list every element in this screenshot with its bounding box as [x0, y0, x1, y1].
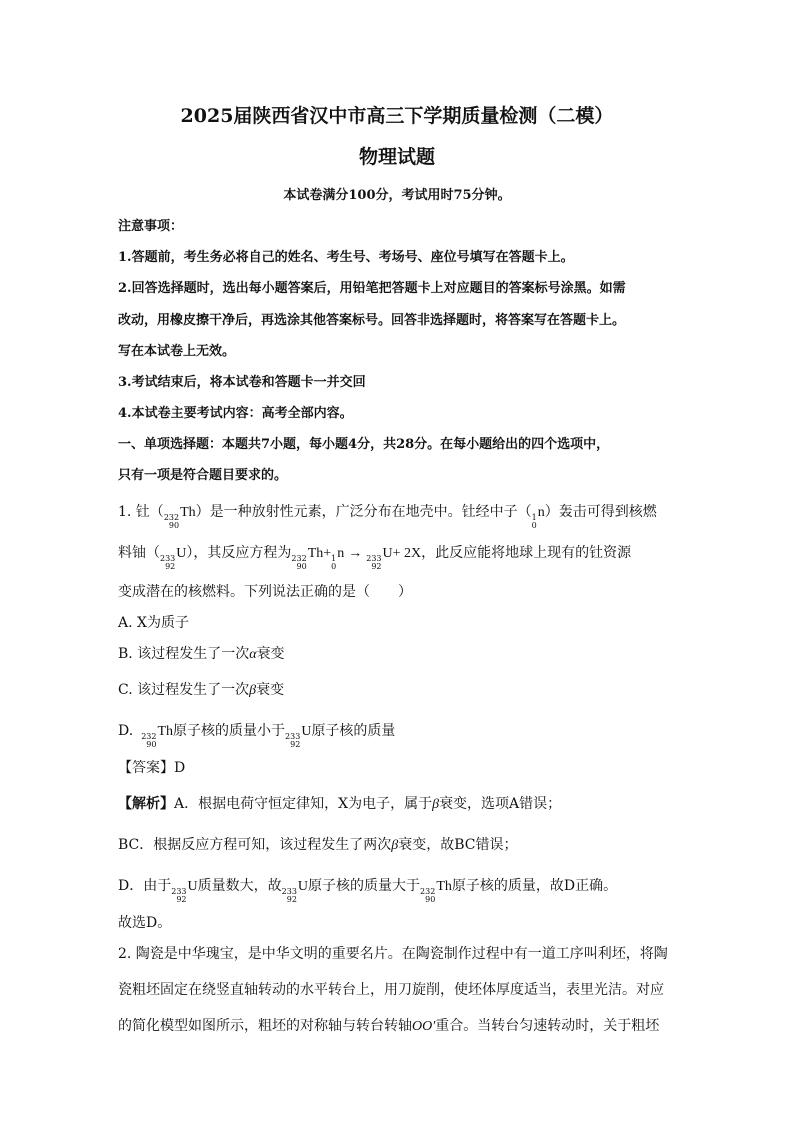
rotation-axis-label: OO′ — [412, 1019, 436, 1034]
q1-stem-line2: 料铀（ 233 92 U ），其反应方程为 232 90 Th + 1 0 n → 233 92 U + 2X，此反应能将地球上现有的钍资源 — [118, 545, 632, 571]
q1-explanation-1: 【解析】A．根据电荷守恒定律知，X为电子，属于β衰变，选项A错误； — [118, 796, 562, 812]
reaction-arrow: → — [348, 546, 363, 561]
isotope-th: 232 90 Th — [291, 546, 324, 571]
note-line: 2.回答选择题时，选出每小题答案后，用铅笔把答题卡上对应题目的答案标号涂黑。如需 — [118, 281, 626, 296]
section-heading-cont: 只有一项是符合题目要求的。 — [118, 468, 288, 483]
isotope-u: 233 92 U — [160, 546, 187, 571]
q1-explanation-4: 故选D。 — [118, 915, 172, 931]
section-heading: 一、单项选择题：本题共7小题，每小题4分，共28分。在每小题给出的四个选项中， — [118, 437, 610, 452]
q1-stem-line1: 1. 钍（ 232 90 Th ）是一种放射性元素，广泛分布在地壳中。钍经中子（ 1 0 n ）轰击可得到核燃 — [118, 504, 657, 530]
q1-stem-line3: 变成潜在的核燃料。下列说法正确的是（ ） — [118, 584, 412, 600]
isotope-n: 1 0 n — [531, 505, 545, 530]
note-line: 4.本试卷主要考试内容：高考全部内容。 — [118, 406, 353, 421]
isotope-u: 233 92 U — [285, 724, 312, 749]
isotope-n: 1 0 n — [331, 546, 345, 571]
q2-stem-line1: 2. 陶瓷是中华瑰宝，是中华文明的重要名片。在陶瓷制作过程中有一道工序叫利坯，将陶 — [118, 946, 668, 962]
isotope-u: 233 92 U — [171, 879, 198, 904]
isotope-u: 233 92 U — [366, 546, 393, 571]
q1-option-c: C. 该过程发生了一次β衰变 — [118, 682, 285, 698]
notes-heading: 注意事项： — [118, 219, 184, 234]
page-subtitle: 物理试题 — [358, 146, 435, 168]
q1-answer: 【答案】D — [118, 760, 186, 776]
q1-option-a: A. X为质子 — [118, 615, 189, 631]
q1-option-b: B. 该过程发生了一次α衰变 — [118, 646, 285, 662]
q2-stem-line3: 的简化模型如图所示，粗坯的对称轴与转台转轴OO′重合。当转台匀速转动时，关于粗坯 — [118, 1018, 660, 1034]
q1-explanation-3: D．由于 233 92 U 质量数大，故 233 92 U 原子核的质量大于 232 90 Th 原子核的质量，故D正确。 — [118, 878, 618, 904]
isotope-th: 232 90 Th — [420, 879, 452, 904]
page-title: 2025届陕西省汉中市高三下学期质量检测（二模） — [180, 105, 614, 127]
q1-option-d: D. 232 90 Th 原子核的质量小于 233 92 U 原子核的质量 — [118, 723, 396, 749]
note-line: 3.考试结束后，将本试卷和答题卡一并交回 — [118, 375, 366, 390]
isotope-th: 232 90 Th — [163, 505, 196, 530]
isotope-th: 232 90 Th — [141, 724, 174, 749]
isotope-u: 233 92 U — [281, 879, 309, 904]
exam-meta: 本试卷满分100分，考试用时75分钟。 — [283, 188, 511, 203]
q2-stem-line2: 瓷粗坯固定在绕竖直轴转动的水平转台上，用刀旋削，使坯体厚度适当，表里光洁。对应 — [118, 982, 664, 998]
q1-explanation-2: BC．根据反应方程可知，该过程发生了两次β衰变，故BC错误； — [118, 837, 518, 853]
note-line: 改动，用橡皮擦干净后，再选涂其他答案标号。回答非选择题时，将答案写在答题卡上。 — [118, 313, 626, 328]
note-line: 写在本试卷上无效。 — [118, 344, 236, 359]
note-line: 1.答题前，考生务必将自己的姓名、考生号、考场号、座位号填写在答题卡上。 — [118, 250, 574, 265]
